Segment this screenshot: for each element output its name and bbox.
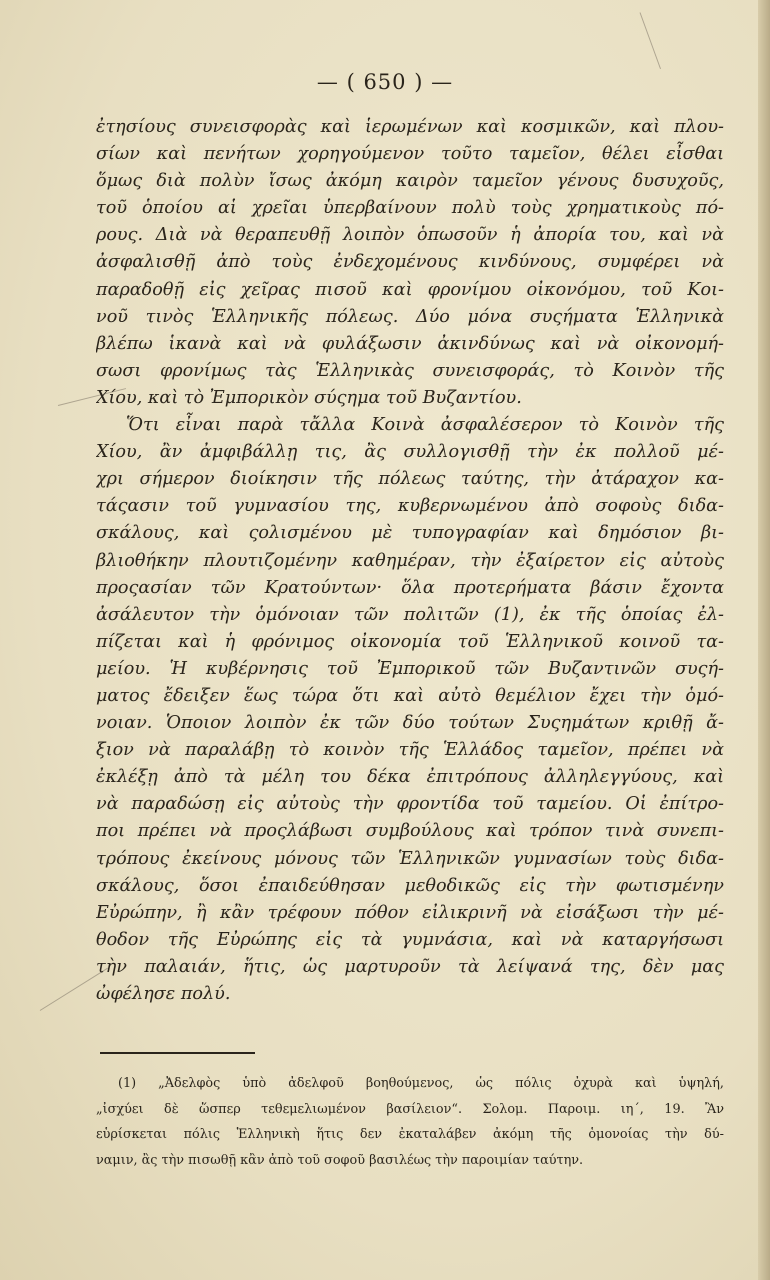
text-line: βλιοθήκην πλουτιζομένην καθημέραν, τὴν ἐξαίρετον εἰς αὐτοὺς [96,550,724,571]
page-gutter-shadow [758,0,770,1280]
main-text-block [96,114,724,1008]
margin-pencil-mark [640,12,661,69]
text-line: προςασίαν τῶν Κρατούντων· ὅλα προτερήματα βάσιν ἔχοντα [96,577,724,598]
text-line: τοῦ ὁποίου αἱ χρεῖαι ὑπερβαίνουν πολὺ τοὺς χρηματικοὺς πό- [96,198,724,219]
text-line: νοιαν. Ὁποιον λοιπὸν ἐκ τῶν δύο τούτων Συςημάτων κριθῇ ἄ- [96,713,724,734]
text-line: θοδον τῆς Εὐρώπης εἰς τὰ γυμνάσια, καὶ νὰ καταργήσωσι [96,929,724,950]
text-line: βλέπω ἱκανὰ καὶ νὰ φυλάξωσιν ἀκινδύνως καὶ νὰ οἰκονομή- [96,333,724,354]
text-line: Χίου, ἂν ἀμφιβάλλῃ τις, ἂς συλλογισθῇ τὴν ἐκ πολλοῦ μέ- [96,442,724,463]
text-line: ξιον νὰ παραλάβῃ τὸ κοινὸν τῆς Ἑλλάδος ταμεῖον, πρέπει νὰ [96,740,724,761]
text-line: Χίου, καὶ τὸ Ἐμπορικὸν σύςημα τοῦ Βυζαντίου. [96,387,522,408]
text-line: Ὅτι εἶναι παρὰ τἄλλα Κοινὰ ἀσφαλέσερον τὸ Κοινὸν τῆς [126,415,724,436]
footnote-line: ναμιν, ἂς τὴν πισωθῇ κἂν ἀπὸ τοῦ σοφοῦ βασιλέως τὴν παροιμίαν ταύτην. [96,1152,584,1168]
text-line: ρους. Διὰ νὰ θεραπευθῇ λοιπὸν ὁπωσοῦν ἡ ἀπορία του, καὶ νὰ [96,225,724,246]
text-line: τὴν παλαιάν, ἥτις, ὡς μαρτυροῦν τὰ λείψανά της, δὲν μας [96,956,724,977]
text-line: ἐκλέξῃ ἀπὸ τὰ μέλη του δέκα ἐπιτρόπους ἀλληλεγγύους, καὶ [96,767,724,788]
text-line: ἀσφαλισθῇ ἀπὸ τοὺς ἐνδεχομένους κινδύνους, συμφέρει νὰ [96,252,724,273]
footnote-block [96,1071,724,1173]
footnote-line: (1) „Ἀδελφὸς ὑπὸ ἀδελφοῦ βοηθούμενος, ὡς πόλις ὀχυρὰ καὶ ὑψηλή, [118,1076,724,1091]
text-line: ὅμως διὰ πολὺν ἴσως ἀκόμη καιρὸν ταμεῖον γένους δυσυχοῦς, [96,171,724,192]
text-line: παραδοθῇ εἰς χεῖρας πισοῦ καὶ φρονίμου οἰκονόμου, τοῦ Κοι- [96,279,724,300]
text-line: σκάλους, ὅσοι ἐπαιδεύθησαν μεθοδικῶς εἰς τὴν φωτισμένην [96,875,724,896]
text-line: πίζεται καὶ ἡ φρόνιμος οἰκονομία τοῦ Ἑλληνικοῦ κοινοῦ τα- [96,631,724,652]
text-line: σκάλους, καὶ ςολισμένου μὲ τυπογραφίαν καὶ δημόσιον βι- [96,523,724,544]
text-line: σωσι φρονίμως τὰς Ἑλληνικὰς συνεισφοράς, τὸ Κοινὸν τῆς [96,360,724,381]
text-line: τάςασιν τοῦ γυμνασίου της, κυβερνωμένου ἀπὸ σοφοὺς διδα- [96,496,724,517]
text-line: μείου. Ἡ κυβέρνησις τοῦ Ἐμπορικοῦ τῶν Βυζαντινῶν συςή- [96,658,724,679]
text-line: ποι πρέπει νὰ προςλάβωσι συμβούλους καὶ τρόπον τινὰ συνεπι- [96,821,724,842]
text-line: Εὐρώπην, ἢ κἂν τρέφουν πόθον εἰλικρινῆ νὰ εἰσάξωσι τὴν μέ- [96,902,724,923]
text-line: νοῦ τινὸς Ἑλληνικῆς πόλεως. Δύο μόνα συςήματα Ἑλληνικὰ [96,306,724,327]
text-line: σίων καὶ πενήτων χορηγούμενον τοῦτο ταμεῖον, θέλει εἶσθαι [96,144,724,165]
text-line: ὠφέλησε πολύ. [96,984,231,1004]
text-line: χρι σήμερον διοίκησιν τῆς πόλεως ταύτης, τὴν ἀτάραχον κα- [96,469,724,490]
text-line: ἀσάλευτον τὴν ὁμόνοιαν τῶν πολιτῶν (1), ἐκ τῆς ὁποίας ἐλ- [96,604,724,625]
text-line: ματος ἔδειξεν ἕως τώρα ὅτι καὶ αὐτὸ θεμέλιον ἔχει τὴν ὁμό- [96,685,724,706]
footnote-line: εὑρίσκεται πόλις Ἑλληνικὴ ἥτις δεν ἐκαταλάβεν ἀκόμη τῆς ὁμονοίας τὴν δύ- [96,1127,724,1142]
text-line: νὰ παραδώσῃ εἰς αὐτοὺς τὴν φροντίδα τοῦ ταμείου. Οἱ ἐπίτρο- [96,794,724,815]
footnote-line: „ἰσχύει δὲ ὥσπερ τεθεμελιωμένον βασίλειον“. Σολομ. Παροιμ. ιη´, 19. Ἂν [96,1101,724,1117]
footnote-rule [100,1052,255,1054]
text-line: ἐτησίους συνεισφορὰς καὶ ἱερωμένων καὶ κοσμικῶν, καὶ πλου- [96,117,724,137]
page-number-header: — ( 650 ) — [316,70,454,94]
text-line: τρόπους ἐκείνους μόνους τῶν Ἑλληνικῶν γυμνασίων τοὺς διδα- [96,848,724,869]
